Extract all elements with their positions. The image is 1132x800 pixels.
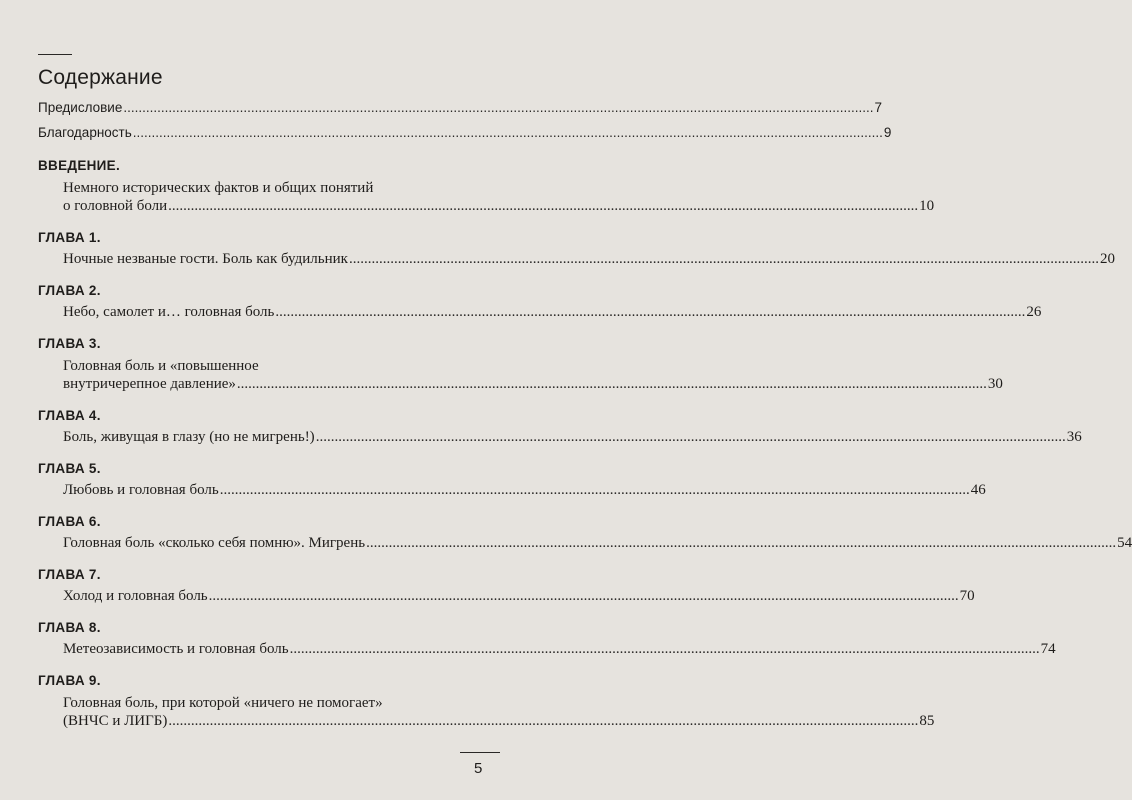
toc-section-chapter-8	[38, 620, 1056, 658]
dot-leader: ........................................................................................................................................................................................................	[219, 482, 970, 498]
toc-section-chapter-1	[38, 230, 1115, 268]
toc-entry-acknowledgements: Благодарность ........................................................................................................................................................................................................ 9	[38, 125, 892, 140]
toc-section-chapter-4	[38, 408, 1082, 446]
toc-entry: Метеозависимость и головная боль ........................................................................................................................................................................................................ 74	[63, 641, 1056, 657]
toc-entry: Небо, самолет и… головная боль ........................................................................................................................................................................................................ 26	[63, 304, 1042, 320]
toc-section-chapter-9	[38, 673, 935, 730]
dot-leader: ........................................................................................................................................................................................................	[132, 125, 883, 140]
dot-leader: ........................................................................................................................................................................................................	[315, 429, 1066, 445]
toc-entry: Головная боль «сколько себя помню». Мигрень ........................................................................................................................................................................................................ 54	[63, 535, 1132, 551]
section-heading: ГЛАВА 5.	[38, 461, 101, 476]
toc-entry: Головная боль, при которой «ничего не помогает» (ВНЧС и ЛИГБ) ........................................................................................................................................................................................................ 85	[63, 695, 935, 729]
toc-entry: Немного исторических фактов и общих понятий о головной боли ........................................................................................................................................................................................................ 10	[63, 180, 935, 214]
dot-leader: ........................................................................................................................................................................................................	[366, 535, 1117, 551]
toc-section-chapter-5	[38, 461, 986, 499]
toc-entry: Холод и головная боль ........................................................................................................................................................................................................ 70	[63, 588, 975, 604]
toc-section-chapter-3	[38, 336, 1003, 393]
section-heading: ГЛАВА 3.	[38, 336, 101, 351]
toc-entry: Боль, живущая в глазу (но не мигрень!) ........................................................................................................................................................................................................ 36	[63, 429, 1082, 445]
toc-entry: Любовь и головная боль ........................................................................................................................................................................................................ 46	[63, 482, 986, 498]
section-heading: ГЛАВА 4.	[38, 408, 101, 423]
dot-leader: ........................................................................................................................................................................................................	[348, 251, 1099, 267]
top-rule	[38, 54, 72, 55]
section-heading: ГЛАВА 7.	[38, 567, 101, 582]
section-heading: ГЛАВА 2.	[38, 283, 101, 298]
section-heading: ГЛАВА 9.	[38, 673, 101, 688]
dot-leader: ........................................................................................................................................................................................................	[208, 588, 959, 604]
dot-leader: ........................................................................................................................................................................................................	[168, 198, 919, 214]
toc-entry: Головная боль и «повышенное внутричерепное давление» ........................................................................................................................................................................................................ 30	[63, 358, 1003, 392]
section-heading: ГЛАВА 1.	[38, 230, 101, 245]
toc-section-chapter-7	[38, 567, 975, 605]
toc-section-intro	[38, 158, 935, 215]
dot-leader: ........................................................................................................................................................................................................	[275, 304, 1026, 320]
section-heading: ВВЕДЕНИЕ.	[38, 158, 121, 173]
dot-leader: ........................................................................................................................................................................................................	[168, 713, 919, 729]
toc-entry-preface: Предисловие ........................................................................................................................................................................................................ 7	[38, 100, 883, 115]
table-of-contents	[38, 100, 1132, 745]
section-heading: ГЛАВА 8.	[38, 620, 101, 635]
footer-rule	[460, 752, 500, 753]
dot-leader: ........................................................................................................................................................................................................	[289, 641, 1040, 657]
dot-leader: ........................................................................................................................................................................................................	[236, 376, 987, 392]
toc-section-chapter-6	[38, 514, 1132, 552]
dot-leader: ........................................................................................................................................................................................................	[123, 100, 874, 115]
page-number: 5	[474, 760, 483, 777]
page-title: Содержание	[38, 66, 163, 89]
toc-entry: Ночные незваные гости. Боль как будильник ........................................................................................................................................................................................................ 20	[63, 251, 1115, 267]
toc-section-chapter-2	[38, 283, 1042, 321]
section-heading: ГЛАВА 6.	[38, 514, 101, 529]
